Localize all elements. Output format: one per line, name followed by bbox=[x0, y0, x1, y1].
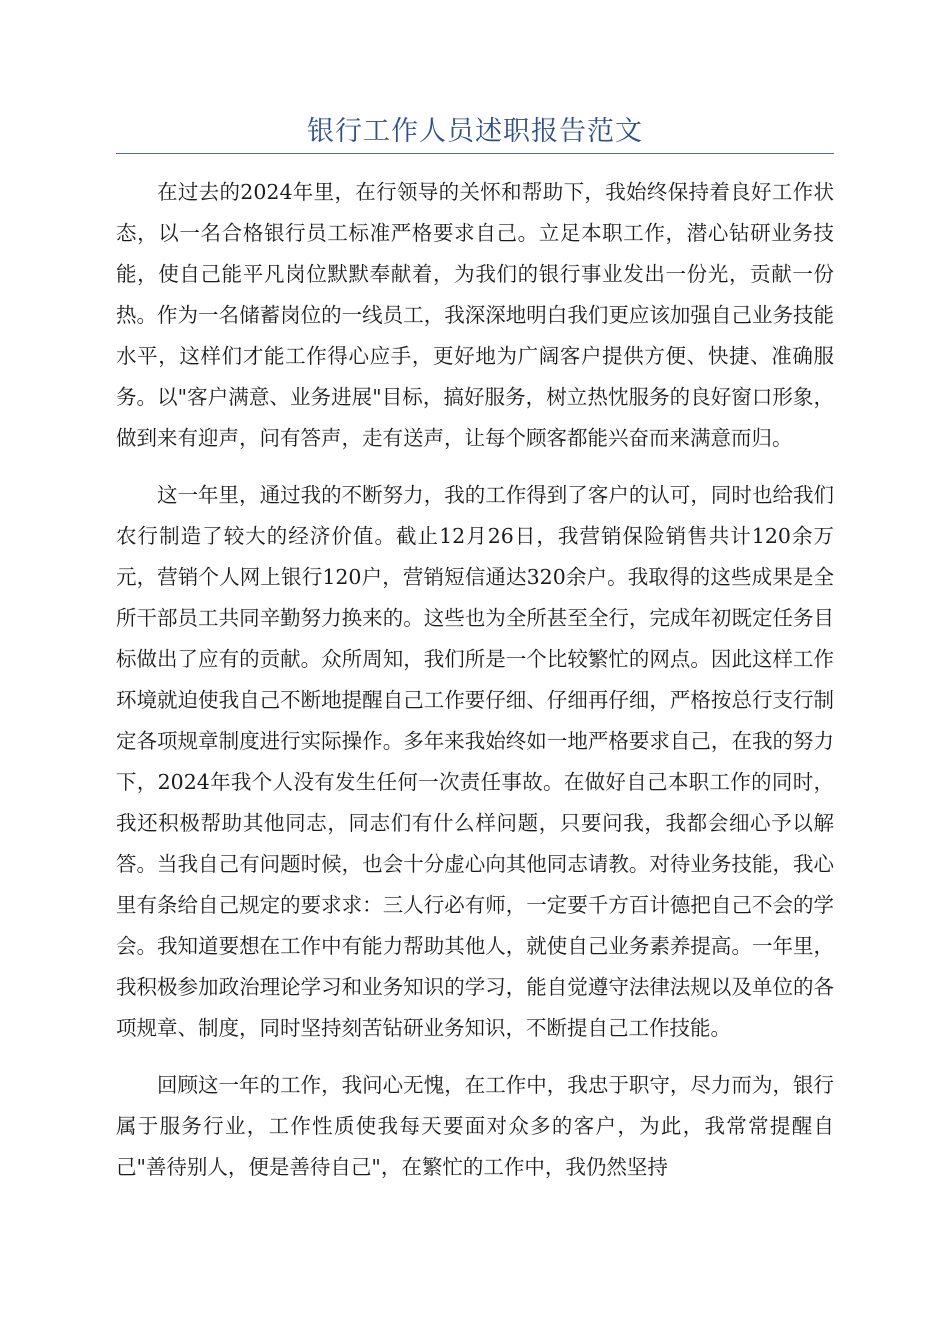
paragraph-1: 在过去的2024年里，在行领导的关怀和帮助下，我始终保持着良好工作状态，以一名合格银行员工标准严格要求自己。立足本职工作，潜心钻研业务技能，使自己能平凡岗位默默奉献着，为我们的银行事业发出一份光，贡献一份热。作为一名储蓄岗位的一线员工，我深深地明白我们更应该加强自己业务技能水平，这样们才能工作得心应手，更好地为广阔客户提供方便、快捷、准确服务。以"客户满意、业务进展"目标，搞好服务，树立热忱服务的良好窗口形象，做到来有迎声，问有答声，走有送声，让每个顾客都能兴奋而来满意而归。 bbox=[116, 180, 834, 450]
paragraph-3: 回顾这一年的工作，我问心无愧，在工作中，我忠于职守，尽力而为，银行属于服务行业，工作性质使我每天要面对众多的客户，为此，我常常提醒自己"善待别人，便是善待自己"，在繁忙的工作中，我仍然坚持 bbox=[116, 1073, 834, 1179]
document-body bbox=[116, 172, 834, 1204]
paragraph-2: 这一年里，通过我的不断努力，我的工作得到了客户的认可，同时也给我们农行制造了较大的经济价值。截止12月26日，我营销保险销售共计120余万元，营销个人网上银行120户，营销短信通达320余户。我取得的这些成果是全所干部员工共同辛勤努力换来的。这些也为全所甚至全行，完成年初既定任务目标做出了应有的贡献。众所周知，我们所是一个比较繁忙的网点。因此这样工作环境就迫使我自己不断地提醒自己工作要仔细、仔细再仔细，严格按总行支行制定各项规章制度进行实际操作。多年来我始终如一地严格要求自己，在我的努力下，2024年我个人没有发生任何一次责任事故。在做好自己本职工作的同时，我还积极帮助其他同志，同志们有什么样问题，只要问我，我都会细心予以解答。当我自己有问题时候，也会十分虚心向其他同志请教。对待业务技能，我心里有条给自己规定的要求求：三人行必有师，一定要千方百计德把自己不会的学会。我知道要想在工作中有能力帮助其他人，就使自己业务素养提高。一年里，我积极参加政治理论学习和业务知识的学习，能自觉遵守法律法规以及单位的各项规章、制度，同时坚持刻苦钻研业务知识，不断提自己工作技能。 bbox=[116, 483, 834, 1040]
title-underline-divider bbox=[116, 153, 834, 154]
document-title: 银行工作人员述职报告范文 bbox=[307, 116, 643, 147]
